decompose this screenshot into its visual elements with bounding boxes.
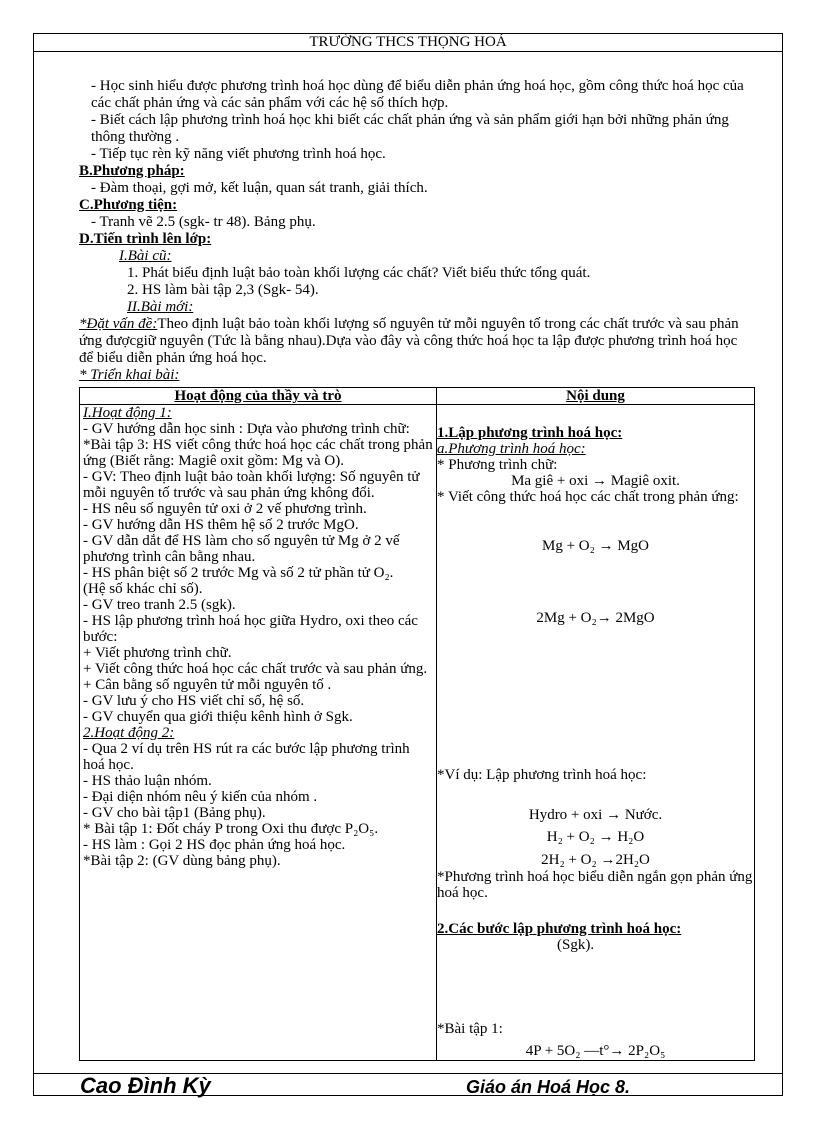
new-lesson-label: II.Bài mới: bbox=[127, 299, 194, 315]
activities-cell bbox=[80, 405, 437, 1061]
section-d-title: D.Tiến trình lên lớp: bbox=[79, 231, 212, 247]
problem-label: *Đặt vấn đề: bbox=[79, 316, 158, 332]
equation-1: Mg + O₂ → MgO bbox=[541, 538, 650, 554]
school-header: TRƯỜNG THCS THỌNG HOÁ bbox=[309, 34, 507, 50]
document-title: Giáo án Hoá Học 8. bbox=[466, 1077, 631, 1097]
section-c-text: - Tranh vẽ 2.5 (sgk- tr 48). Bảng phụ. bbox=[91, 214, 316, 230]
content-title-1: 1.Lập phương trình hoá học: bbox=[437, 425, 623, 441]
activity-line: - GV chuyển qua giới thiệu kênh hình ở Sgk. bbox=[83, 709, 353, 725]
objective-3: - Tiếp tục rèn kỹ năng viết phương trình hoá học. bbox=[91, 146, 386, 162]
activity-line: + Viết phương trình chữ. bbox=[83, 645, 232, 661]
formula-instruction: * Viết công thức hoá học các chất trong phản ứng: bbox=[437, 489, 739, 505]
activity-line: - HS làm : Gọi 2 HS đọc phản ứng hoá học. bbox=[83, 837, 346, 853]
example-label: *Ví dụ: Lập phương trình hoá học: bbox=[437, 767, 647, 783]
problem-text: Theo định luật bảo toàn khối lượng số nguyên tử mỗi nguyên tố trong các chất trước và sau phản ứng đượcgiữ nguyên (Tức là bằng nhau).Dựa vào đây và công thức hoá học ta lập được phương trình hoá học để biểu diễn phản ứng hoá học. bbox=[79, 316, 739, 366]
content-subtitle-a: a.Phương trình hoá học: bbox=[437, 441, 586, 457]
header-divider bbox=[33, 51, 783, 52]
section-b-text: - Đàm thoại, gợi mở, kết luận, quan sát tranh, giải thích. bbox=[91, 180, 428, 196]
content-cell bbox=[437, 405, 755, 1061]
activity-line: - HS nêu số nguyên tử oxi ở 2 vế phương trình. bbox=[83, 501, 367, 517]
development-label: * Triển khai bài: bbox=[79, 367, 180, 383]
activity-line: + Viết công thức hoá học các chất trước và sau phản ứng. bbox=[83, 661, 428, 677]
activity-line: - GV: Theo định luật bảo toàn khối lượng: Số nguyên tử mỗi nguyên tố trước và sau phản ứng không đổi. bbox=[83, 469, 420, 501]
activity-line: - Qua 2 ví dụ trên HS rút ra các bước lập phương trình hoá học. bbox=[83, 741, 410, 773]
activity-line: + Cân bằng số nguyên tử mỗi nguyên tố . bbox=[83, 677, 332, 693]
activity-line: *Bài tập 3: HS viết công thức hoá học các chất trong phản ứng (Biết rằng: Magiê oxit gồm: Mg và O). bbox=[83, 437, 433, 469]
activity-line: (Hệ số khác chỉ số). bbox=[83, 581, 203, 597]
section-c-title: C.Phương tiện: bbox=[79, 197, 178, 213]
objective-1: - Học sinh hiểu được phương trình hoá học dùng để biểu diễn phản ứng hoá học, gồm công thức hoá học của các chất phản ứng và các sản phẩm với các hệ số thích hợp. bbox=[91, 78, 744, 111]
activity-line: - GV treo tranh 2.5 (sgk). bbox=[83, 597, 236, 613]
equation-6: 4P + 5O₂ —t°→ 2P₂O₅ bbox=[525, 1043, 666, 1059]
activity-line: * Bài tập 1: Đốt cháy P trong Oxi thu được P₂O₅. bbox=[83, 821, 379, 837]
exercise-1-label: *Bài tập 1: bbox=[437, 1021, 503, 1037]
col-header-content: Nội dung bbox=[437, 388, 755, 405]
old-lesson-label: I.Bài cũ: bbox=[119, 248, 172, 264]
activity-table bbox=[79, 387, 755, 1061]
col-header-activities: Hoạt động của thầy và trò bbox=[80, 388, 437, 405]
old-lesson-question-2: 2. HS làm bài tập 2,3 (Sgk- 54). bbox=[127, 282, 319, 298]
activity-line: - GV cho bài tập1 (Bảng phụ). bbox=[83, 805, 266, 821]
author-name: Cao Đình Kỳ bbox=[80, 1073, 211, 1098]
objective-2: - Biết cách lập phương trình hoá học khi biết các chất phản ứng và sản phẩm giới hạn bởi những phản ứng thông thường . bbox=[91, 112, 729, 145]
equation-2: 2Mg + O₂→ 2MgO bbox=[536, 610, 655, 626]
sgk-reference: (Sgk). bbox=[557, 937, 595, 953]
old-lesson-question-1: 1. Phát biểu định luật bảo toàn khối lượng các chất? Viết biểu thức tổng quát. bbox=[127, 265, 591, 281]
word-equation: Ma giê + oxi → Magiê oxit. bbox=[511, 473, 680, 489]
activity-line: - HS phân biệt số 2 trước Mg và số 2 tử phần tử O₂. bbox=[83, 565, 394, 581]
equation-4: H₂ + O₂ → H₂O bbox=[546, 829, 645, 845]
activity-line: *Bài tập 2: (GV dùng bảng phụ). bbox=[83, 853, 281, 869]
activity-line: - HS thảo luận nhóm. bbox=[83, 773, 212, 789]
activity-line: I.Hoạt động 1: bbox=[83, 405, 172, 421]
activity-line: - GV hướng dẫn học sinh : Dựa vào phương trình chữ: bbox=[83, 421, 410, 437]
equation-5: 2H₂ + O₂ →2H₂O bbox=[541, 852, 650, 868]
activity-line: - GV dẫn dắt để HS làm cho số nguyên tử Mg ở 2 vế phương trình cân bằng nhau. bbox=[83, 533, 400, 565]
lesson-body bbox=[79, 78, 755, 384]
equation-3: Hydro + oxi → Nước. bbox=[528, 807, 663, 823]
activity-line: - HS lập phương trình hoá học giữa Hydro, oxi theo các bước: bbox=[83, 613, 418, 645]
content-title-2: 2.Các bước lập phương trình hoá học: bbox=[437, 921, 682, 937]
activity-line: - GV lưu ý cho HS viết chỉ số, hệ số. bbox=[83, 693, 305, 709]
problem-statement bbox=[79, 316, 755, 367]
activity-line: 2.Hoạt động 2: bbox=[83, 725, 175, 741]
activity-line: - Đại diện nhóm nêu ý kiến của nhóm . bbox=[83, 789, 318, 805]
word-equation-label: * Phương trình chữ: bbox=[437, 457, 558, 473]
equation-note: *Phương trình hoá học biểu diễn ngắn gọn phản ứng hoá học. bbox=[437, 869, 753, 901]
activity-line: - GV hướng dẫn HS thêm hệ số 2 trước MgO. bbox=[83, 517, 359, 533]
section-b-title: B.Phương pháp: bbox=[79, 163, 185, 179]
